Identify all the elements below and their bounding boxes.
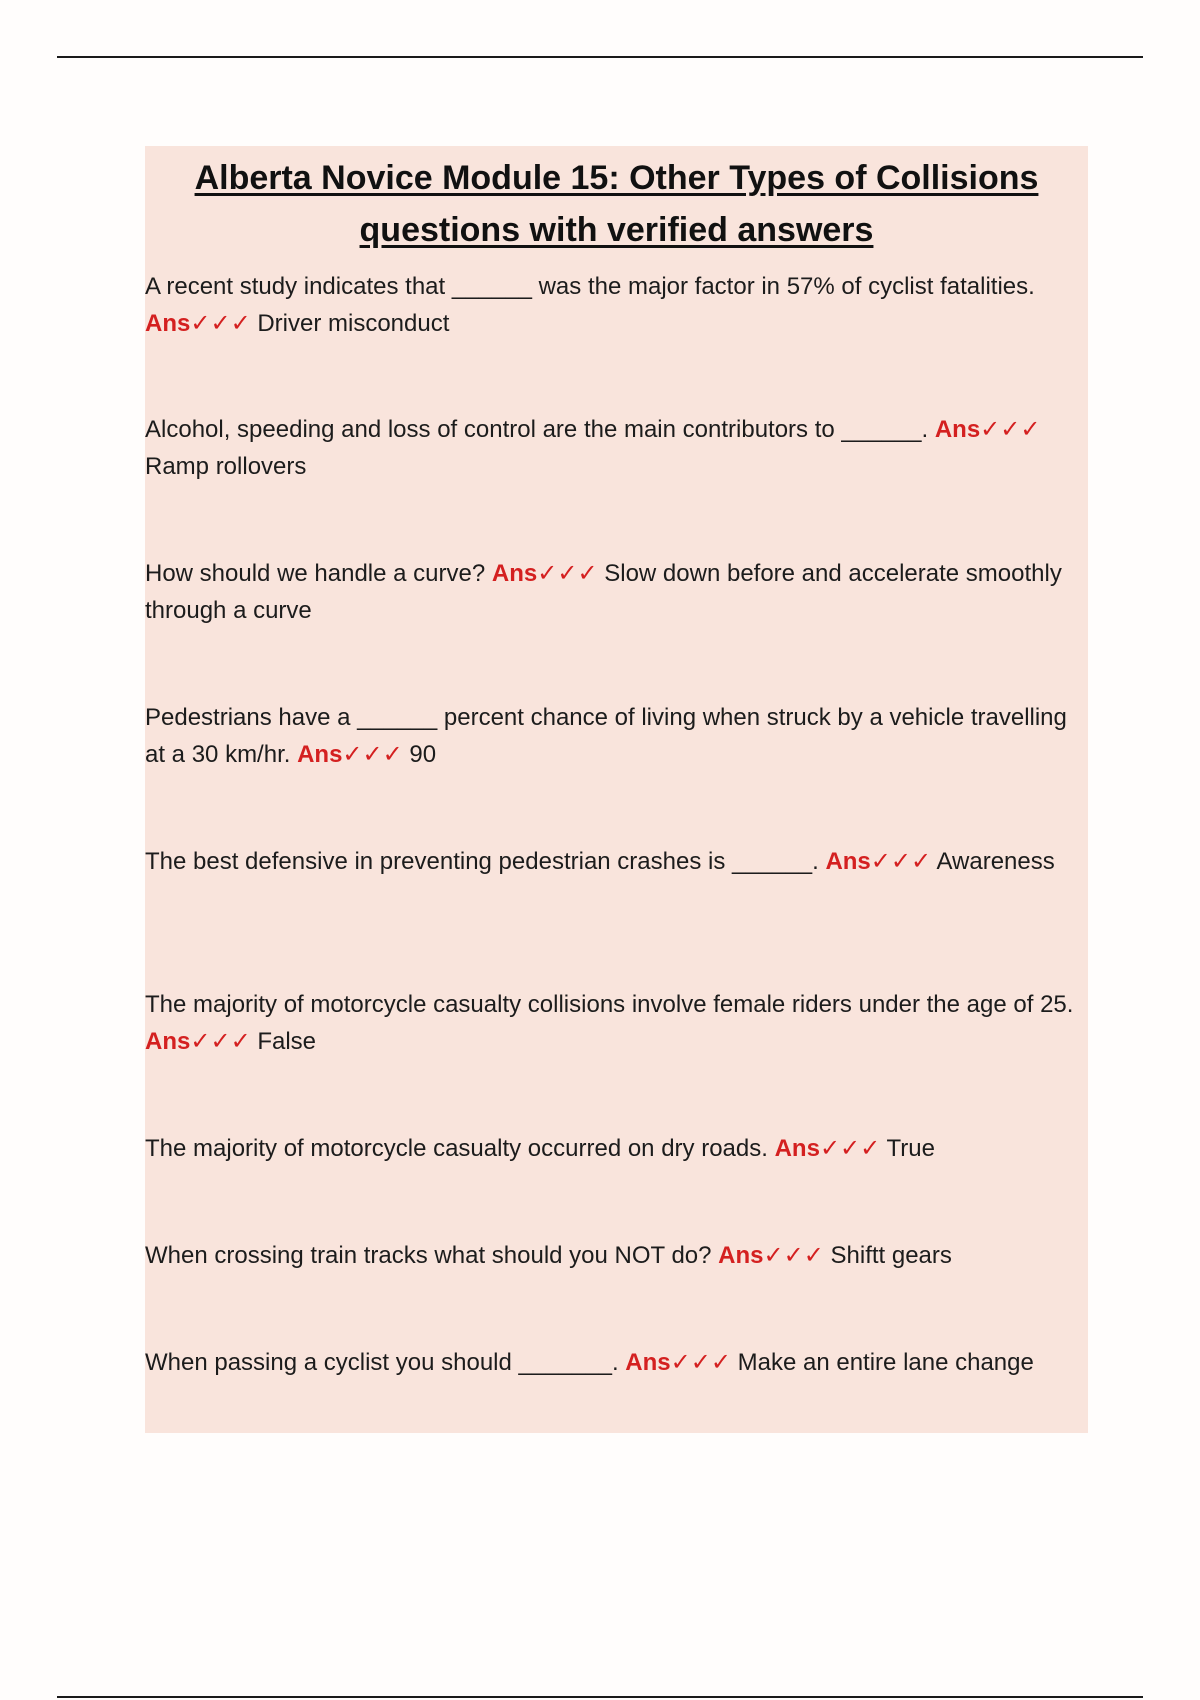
answer-tag: Ans: [934, 416, 981, 443]
answer-tag: Ans: [718, 1242, 764, 1269]
qa-item-3: [145, 555, 1088, 629]
question-text: Alcohol, speeding and loss of control are the main contributors to ______.: [145, 416, 929, 443]
answer-text: Slow down before and accelerate smoothly through a curve: [145, 560, 1062, 624]
qa-item-9: [145, 1344, 1088, 1381]
question-text: The best defensive in preventing pedestrian crashes is ______.: [145, 848, 819, 875]
answer-tag: Ans: [145, 310, 191, 337]
answer-tag: Ans: [491, 560, 538, 587]
answer-tag: Ans: [625, 1349, 671, 1376]
check-marks-icon: ✓✓✓: [763, 1242, 824, 1269]
answer-text: Make an entire lane change: [737, 1349, 1034, 1376]
qa-item-7: [145, 1130, 1088, 1167]
answer-text: True: [886, 1135, 935, 1162]
qa-item-4: [145, 699, 1088, 773]
check-marks-icon: ✓✓✓: [819, 1135, 881, 1162]
document-title: [145, 146, 1088, 256]
document-body: [145, 146, 1088, 1433]
question-text: The majority of motorcycle casualty occurred on dry roads.: [145, 1135, 768, 1162]
qa-item-1: [145, 268, 1088, 342]
answer-text: False: [257, 1028, 317, 1055]
check-marks-icon: ✓✓✓: [870, 848, 932, 875]
question-text: When crossing train tracks what should you NOT do?: [145, 1242, 712, 1269]
check-marks-icon: ✓✓✓: [342, 741, 403, 768]
qa-item-8: [145, 1237, 1088, 1274]
title-line-1: Alberta Novice Module 15: Other Types of Collisions: [194, 159, 1039, 197]
question-text: A recent study indicates that ______ was the major factor in 57% of cyclist fatalities.: [145, 273, 1035, 300]
answer-tag: Ans: [297, 741, 343, 768]
answer-text: Awareness: [936, 848, 1055, 875]
question-text: When passing a cyclist you should _______.: [145, 1349, 619, 1376]
qa-item-2: [145, 411, 1088, 485]
answer-text: Ramp rollovers: [145, 453, 307, 480]
qa-item-6: [145, 986, 1088, 1060]
title-line-2: questions with verified answers: [359, 211, 874, 249]
answer-tag: Ans: [774, 1135, 820, 1162]
question-text: How should we handle a curve?: [145, 560, 486, 587]
question-text: The majority of motorcycle casualty collisions involve female riders under the age of 25.: [145, 991, 1074, 1018]
header-rule: [57, 56, 1143, 58]
check-marks-icon: ✓✓✓: [670, 1349, 731, 1376]
footer-rule: [57, 1696, 1143, 1698]
answer-tag: Ans: [145, 1028, 191, 1055]
check-marks-icon: ✓✓✓: [190, 1028, 251, 1055]
check-marks-icon: ✓✓✓: [537, 560, 598, 587]
answer-tag: Ans: [825, 848, 871, 875]
qa-item-5: [145, 843, 1088, 880]
answer-text: Driver misconduct: [257, 310, 450, 337]
answer-text: Shiftt gears: [830, 1242, 952, 1269]
check-marks-icon: ✓✓✓: [190, 310, 251, 337]
question-text: Pedestrians have a ______ percent chance of living when struck by a vehicle travelling at a 30 km/hr.: [145, 704, 1067, 768]
answer-text: 90: [409, 741, 437, 768]
check-marks-icon: ✓✓✓: [980, 416, 1041, 443]
